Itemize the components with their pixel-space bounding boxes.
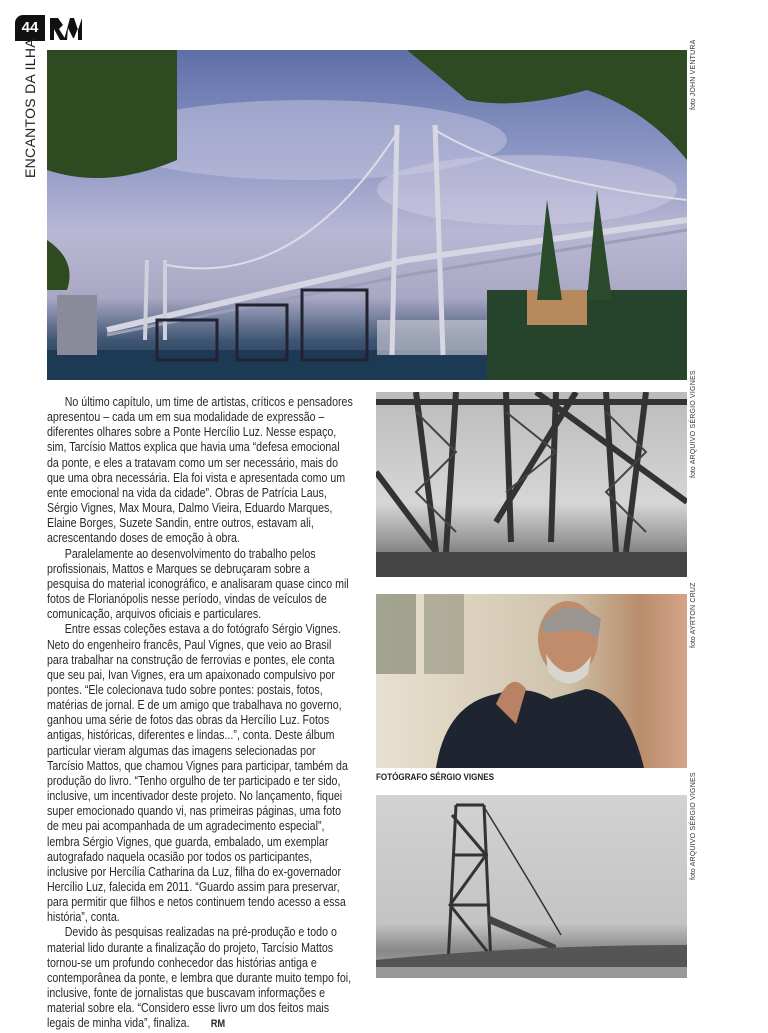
end-mark-logo: RM	[210, 1018, 226, 1031]
bridge-photo-main	[47, 50, 687, 380]
article-paragraph: Entre essas coleções estava a do fotógrafo Sérgio Vignes. Neto do engenheiro francês, Paul Vignes, que veio ao Brasil para trabalhar na construção de ferrovias e pontes, ele conta que seu pai, Ivan Vignes, era um apaixonado compulsivo por pontes. “Ele colecionava tudo sobre pontes: postais, fotos, matérias de jornal. E de um amigo que trabalhava no governo, ganhou uma série de fotos das obras da Hercílio Luz. Fotos antigas, históricas, diferentes e lindas...”, conta. Deste álbum particular vieram algumas das imagens selecionadas por Tarcísio Mattos, que chamou Vignes para participar, também da produção do livro. “Tenho orgulho de ter participado e ter sido, inclusive, um incentivador deste projeto. No lançamento, fiquei super emocionado quando vi, nas primeiras páginas, uma foto de meu pai acompanhada de um agradecimento especial”, lembra Sérgio Vignes, que guarda, embalado, um exemplar autografado naquela ocasião por todos os participantes, inclusive por Hercília Catharina da Luz, filha do ex-governador Hercílio Luz, falecida em 2011. “Guardo assim para preservar, para permitir que filhos e netos continuem tendo acesso a essa história”, conta.	[47, 622, 348, 925]
magazine-logo	[50, 16, 82, 42]
article-paragraph: Paralelamente ao desenvolvimento do trabalho pelos profissionais, Mattos e Marques se debruçaram sobre a pesquisa do material iconográfico, e analisaram quase cinco mil fotos de Florianópolis nesse período, vindas de veículos de comunicação, arquivos oficiais e particulares.	[47, 546, 349, 622]
article-paragraph-text: Devido às pesquisas realizadas na pré-produção e todo o material lido durante a finalização do projeto, Tarcísio Mattos tornou-se um profundo conhecedor das histórias antiga e contemporânea da ponte, e lembra que durante muito tempo foi, inclusive, fonte de jornalistas que buscavam informações e material sobre ela. “Considero esse livro um dos feitos mais legais de minha vida”, finaliza.	[47, 925, 352, 1031]
page-number: 44	[15, 15, 45, 41]
photo-credit-archive-2: foto ARQUIVO SÉRGIO VIGNES	[690, 772, 697, 880]
article-paragraph: No último capítulo, um time de artistas, críticos e pensadores apresentou – cada um em sua modalidade de expressão – diferentes olhares sobre a Ponte Hercílio Luz. Nesse espaço, sim, Tarcísio Mattos explica que havia uma “defesa emocional da ponte, e eles a tratavam como um ser necessário, mais do que uma obra necessária. Ela foi vista e apresentada como um ente emocional na vida da cidade”. Obras de Patrícia Laus, Sérgio Vignes, Max Moura, Dalmo Vieira, Eduardo Marques, Elaine Borges, Suzete Sandin, entre outros, estavam ali, acrescentando doses de emoção à obra.	[47, 395, 353, 546]
archive-bridge-structure-photo	[376, 392, 687, 577]
photo-caption: FOTÓGRAFO SÉRGIO VIGNES	[376, 772, 495, 783]
archive-bridge-construction-photo	[376, 795, 687, 978]
portrait-photo-sergio-vignes	[376, 594, 687, 768]
photo-credit-portrait: foto AYRTON CRUZ	[690, 582, 697, 648]
photo-credit-archive-1: foto ARQUIVO SÉRGIO VIGNES	[690, 370, 697, 478]
article-paragraph	[47, 925, 353, 1032]
section-title: ENCANTOS DA ILHA	[22, 38, 38, 178]
photo-credit-main: foto JOHN VENTURA	[690, 39, 697, 110]
article-body	[47, 395, 353, 1033]
